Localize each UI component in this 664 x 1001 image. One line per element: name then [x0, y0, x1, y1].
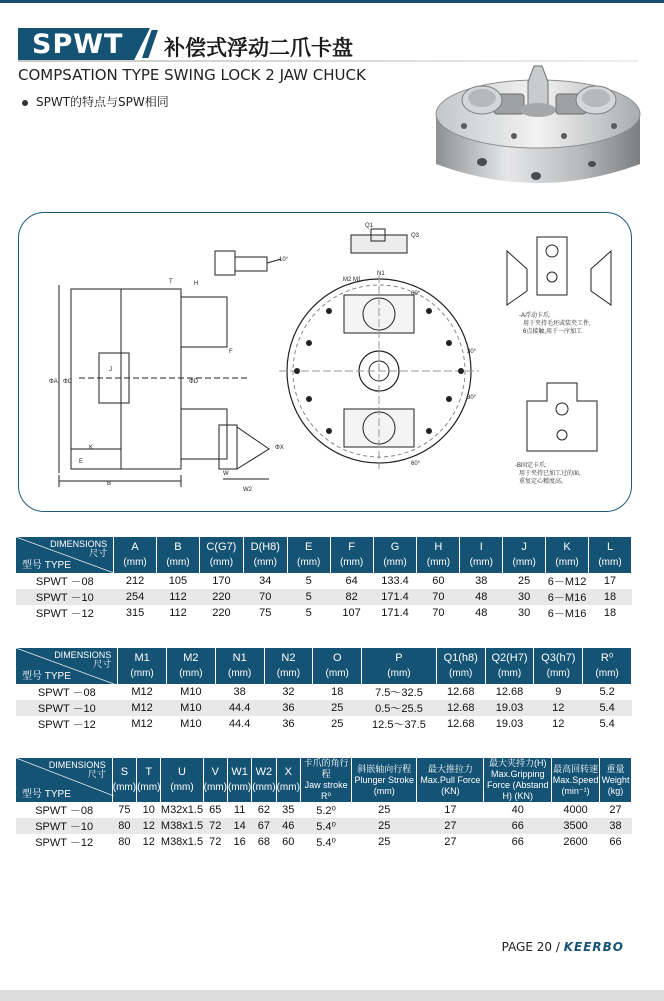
value-cell: 38: [233, 686, 246, 698]
column-unit: (mm): [166, 557, 190, 568]
brand-logo: KEERBO: [563, 940, 624, 954]
table1-col-header: [287, 537, 330, 573]
column-name: W1: [231, 766, 248, 778]
value-cell: 68: [257, 836, 271, 848]
value-cell: 12: [137, 818, 161, 834]
value-cell: 12.68: [436, 700, 485, 716]
svg-text:E: E: [79, 459, 84, 465]
table1-col-header: [373, 537, 417, 573]
value-cell: 0.5～25.5: [362, 700, 437, 716]
value-cell: 6－M12: [547, 576, 587, 588]
value-cell: 10: [142, 804, 155, 816]
svg-text:30°: 30°: [467, 349, 477, 355]
spec-table-1: [16, 537, 632, 621]
column-name: X: [284, 766, 292, 778]
value-cell: 5.2: [599, 686, 615, 698]
value-cell: 220: [199, 589, 243, 605]
table1-col-header: [114, 537, 157, 573]
svg-text:Q1: Q1: [365, 223, 374, 229]
column-name: L: [606, 541, 614, 553]
value-cell: 38: [475, 575, 488, 587]
value-cell: 6－M16: [546, 589, 589, 605]
column-name: V: [211, 766, 219, 778]
column-unit: (mm): [227, 668, 252, 679]
value-cell: 25: [331, 718, 344, 730]
model-cell: SPWT －08: [35, 805, 94, 817]
value-cell: 107: [342, 607, 361, 619]
column-name: 最高回转速: [553, 763, 599, 774]
value-cell: M10: [180, 686, 202, 698]
column-unit: Max.Speed (min⁻¹): [552, 774, 599, 796]
column-unit: (mm): [497, 668, 522, 679]
technical-drawing-panel: [18, 212, 632, 512]
column-unit: Weight (kg): [601, 774, 630, 796]
value-cell: 66: [609, 836, 622, 848]
table3-col-header: [300, 758, 351, 802]
table3-col-header: [137, 758, 161, 802]
chuck-photo: [424, 52, 652, 202]
model-cell: SPWT －08: [35, 576, 94, 588]
svg-text:K: K: [89, 445, 94, 451]
svg-text:ΦX: ΦX: [275, 445, 284, 451]
table1-col-header: [546, 537, 589, 573]
value-cell: M12: [131, 718, 153, 730]
value-cell: 6－M16: [547, 608, 587, 620]
table2-col-header: [534, 648, 583, 684]
value-cell: 5: [305, 575, 312, 587]
value-cell: 65: [209, 804, 222, 816]
table3-corner-header: DIMENSIONS 尺寸 型号 TYPE: [16, 758, 112, 802]
value-cell: 2600: [563, 836, 588, 848]
value-cell: 38: [600, 818, 632, 834]
value-cell: 27: [417, 818, 484, 834]
table3-col-header: [112, 758, 136, 802]
value-cell: 34: [259, 575, 272, 587]
bullet-icon: [22, 100, 28, 106]
value-cell: 12: [142, 836, 155, 848]
column-unit: (mm): [383, 557, 407, 568]
side-view-labels: [49, 279, 233, 487]
value-cell: 18: [331, 686, 344, 698]
value-cell: 17: [444, 804, 457, 816]
value-cell: 66: [511, 836, 524, 848]
table3-col-header: [252, 758, 276, 802]
column-name: I: [479, 541, 483, 553]
value-cell: 70: [432, 607, 445, 619]
value-cell: 220: [212, 607, 231, 619]
column-name: D(H8): [250, 541, 280, 553]
value-cell: 75: [259, 607, 272, 619]
value-cell: 315: [125, 607, 145, 619]
table2-col-header: [118, 648, 167, 684]
value-cell: 27: [609, 804, 622, 816]
column-name: F: [348, 541, 355, 553]
value-cell: 3500: [552, 818, 600, 834]
column-unit: (mm): [546, 668, 570, 679]
column-name: M2: [183, 652, 199, 664]
model-cell: SPWT －10: [16, 589, 114, 605]
value-cell: 48: [460, 589, 503, 605]
column-name: Q1(h8): [443, 652, 478, 664]
column-name: 卡爪的角行程: [303, 758, 349, 779]
table3-col-header: [352, 758, 417, 802]
column-name: P: [395, 652, 403, 664]
title-bar: [18, 28, 398, 60]
value-cell: 72: [203, 818, 227, 834]
technical-drawing: [19, 213, 632, 512]
column-unit: (mm): [339, 557, 364, 568]
column-name: N1: [232, 652, 247, 664]
value-cell: 70: [243, 589, 287, 605]
cone-detail: [219, 425, 284, 493]
top-rule: [0, 0, 664, 3]
column-name: B: [174, 541, 182, 553]
table1-col-header: [503, 537, 546, 573]
front-view: [279, 271, 479, 469]
svg-text:M2 M1: M2 M1: [343, 277, 362, 283]
table1-col-header: [330, 537, 373, 573]
table3-col-header: [552, 758, 600, 802]
column-unit: (mm): [276, 668, 301, 679]
table-row: [16, 818, 632, 834]
table2-col-header: [313, 648, 362, 684]
svg-text:H: H: [194, 281, 199, 287]
value-cell: M32x1.5: [160, 804, 204, 816]
table2-col-header: [362, 648, 437, 684]
column-unit: Max.Pull Force (KN): [420, 774, 481, 796]
svg-text:用于夹持已加工过的面,: 用于夹持已加工过的面,: [519, 471, 581, 477]
value-cell: 11: [233, 804, 246, 816]
feature-note: [22, 93, 169, 110]
column-name: J: [521, 541, 527, 553]
value-cell: 35: [282, 804, 295, 816]
value-cell: 5: [305, 607, 312, 619]
jaw-detail: [215, 251, 289, 275]
column-name: 重量: [606, 763, 625, 774]
slot-detail: [351, 223, 420, 253]
value-cell: 25: [518, 575, 531, 587]
value-cell: M10: [180, 718, 202, 730]
svg-text:用于夹持毛坯或装夹工件,: 用于夹持毛坯或装夹工件,: [523, 321, 591, 327]
value-cell: 171.4: [373, 589, 417, 605]
column-unit: (mm): [512, 557, 536, 568]
column-name: O: [332, 652, 342, 664]
column-unit: (mm): [449, 668, 473, 679]
floating-jaw-note: [519, 311, 591, 335]
spec-table-3: [16, 758, 632, 850]
value-cell: 12.68: [446, 686, 475, 698]
model-cell: SPWT －12: [37, 719, 96, 731]
value-cell: 44.4: [215, 700, 264, 716]
value-cell: 44.4: [228, 718, 251, 730]
model-cell: SPWT －10: [16, 700, 118, 716]
value-cell: 12.68: [446, 718, 475, 730]
value-cell: 30: [503, 589, 546, 605]
value-cell: 5.4⁰: [300, 818, 351, 834]
table2-col-header: [215, 648, 264, 684]
svg-text:N1: N1: [377, 271, 385, 277]
value-cell: 36: [264, 700, 313, 716]
value-cell: 18: [589, 589, 632, 605]
value-cell: 67: [252, 818, 276, 834]
table3-col-header: [600, 758, 632, 802]
value-cell: 46: [276, 818, 300, 834]
svg-text:60°: 60°: [411, 461, 421, 467]
bottom-band: [0, 990, 664, 1001]
value-cell: 66: [484, 818, 552, 834]
table1-col-header: [417, 537, 460, 573]
column-unit: (mm): [253, 557, 277, 568]
column-name: M1: [134, 652, 150, 664]
column-unit: (mm): [203, 782, 227, 793]
value-cell: 4000: [563, 804, 588, 816]
value-cell: 25: [378, 836, 391, 848]
column-unit: (mm): [387, 668, 411, 679]
column-unit: (mm): [170, 782, 194, 793]
column-name: E: [305, 541, 313, 553]
svg-text:W2: W2: [243, 487, 252, 493]
table3-col-header: [276, 758, 300, 802]
value-cell: 19.03: [495, 718, 524, 730]
value-cell: 30: [518, 607, 531, 619]
value-cell: 64: [345, 575, 358, 587]
column-unit: (mm): [227, 782, 252, 793]
svg-text:6点接触,用于一序加工: 6点接触,用于一序加工: [523, 329, 583, 335]
value-cell: 16: [233, 836, 246, 848]
value-cell: 19.03: [485, 700, 534, 716]
column-unit: Jaw stroke R⁰: [304, 780, 348, 801]
table-row: [16, 834, 632, 850]
column-unit: (mm): [555, 557, 579, 568]
value-cell: 14: [227, 818, 251, 834]
column-name: K: [563, 541, 571, 553]
svg-text:B: B: [107, 481, 112, 487]
fixed-jaw-detail: [527, 383, 597, 451]
column-unit: Plunger Stroke (mm): [354, 774, 415, 796]
column-name: 最大夹持力(H): [489, 758, 547, 768]
column-name: G: [390, 541, 400, 553]
column-name: Q3(h7): [541, 652, 576, 664]
svg-text:W: W: [223, 471, 229, 477]
column-unit: (mm): [598, 557, 622, 568]
model-cell: SPWT －08: [37, 687, 96, 699]
value-cell: 112: [169, 607, 187, 619]
table-row: [16, 605, 632, 621]
value-cell: M38x1.5: [160, 836, 204, 848]
column-name: N2: [281, 652, 296, 664]
value-cell: M12: [131, 686, 153, 698]
value-cell: 36: [282, 718, 295, 730]
value-cell: 40: [511, 804, 524, 816]
column-unit: (mm): [130, 668, 154, 679]
svg-text:F: F: [229, 349, 233, 355]
value-cell: 171.4: [381, 607, 409, 619]
column-name: W2: [255, 766, 273, 778]
column-unit: (mm): [123, 557, 147, 568]
table1-col-header: [199, 537, 243, 573]
svg-text:Q3: Q3: [411, 233, 420, 239]
value-cell: 9: [555, 686, 562, 698]
value-cell: M12: [118, 700, 167, 716]
floating-jaw-detail: [507, 237, 611, 305]
column-unit: (mm): [297, 557, 321, 568]
value-cell: 12: [552, 718, 565, 730]
table1-corner-header: DIMENSIONS 尺寸 型号 TYPE: [16, 537, 114, 573]
table2-col-header: [485, 648, 534, 684]
value-cell: 25: [313, 700, 362, 716]
table2-corner-header: DIMENSIONS 尺寸 型号 TYPE: [16, 648, 118, 684]
fixed-jaw-note: [515, 461, 581, 485]
value-cell: 70: [417, 589, 460, 605]
spec-table-2: [16, 648, 632, 732]
model-cell: SPWT －12: [35, 608, 94, 620]
svg-text:30°: 30°: [467, 395, 477, 401]
value-cell: 212: [125, 575, 145, 587]
table3-col-header: [203, 758, 227, 802]
column-name: Q2(H7): [491, 652, 528, 664]
column-unit: (mm): [276, 782, 300, 793]
column-name: A: [131, 541, 139, 553]
svg-text:10°: 10°: [279, 257, 289, 263]
value-cell: 48: [475, 607, 488, 619]
page-footer: [502, 940, 624, 954]
table3-col-header: [484, 758, 552, 802]
svg-text:重复定心精度高。: 重复定心精度高。: [519, 479, 568, 485]
table2-col-header: [436, 648, 485, 684]
value-cell: 12.68: [495, 686, 524, 698]
column-name: U: [178, 766, 186, 778]
column-name: 最大推拉力: [427, 763, 473, 774]
column-name: 斜嵌轴向行程: [357, 763, 412, 774]
svg-text:ΦD: ΦD: [189, 379, 199, 385]
value-cell: M38x1.5: [160, 820, 204, 832]
column-unit: (mm): [112, 782, 137, 793]
table-row: [16, 802, 632, 818]
value-cell: 80: [112, 818, 136, 834]
svg-text:-B固定卡爪:: -B固定卡爪:: [515, 463, 547, 469]
table1-col-header: [243, 537, 287, 573]
value-cell: 7.5～32.5: [375, 687, 423, 699]
table-row: [16, 716, 632, 732]
feature-text: SPWT的特点与SPW相同: [36, 95, 169, 109]
table3-col-header: [161, 758, 203, 802]
value-cell: 5.4: [583, 700, 632, 716]
value-cell: 5.4⁰: [316, 836, 336, 849]
column-unit: (mm): [209, 557, 234, 568]
table-row: [16, 700, 632, 716]
title-chinese: 补偿式浮动二爪卡盘: [164, 36, 353, 60]
value-cell: 60: [432, 575, 445, 587]
column-unit: (mm): [325, 668, 349, 679]
table2-col-header: [583, 648, 632, 684]
value-cell: 112: [157, 589, 200, 605]
column-unit: (mm): [179, 668, 203, 679]
column-unit: (mm): [469, 557, 493, 568]
table3-col-header: [227, 758, 251, 802]
value-cell: 5.4: [599, 718, 615, 730]
table2-col-header: [166, 648, 215, 684]
value-cell: 62: [257, 804, 271, 816]
column-unit: Max.Gripping Force (Abstand H) (KN): [487, 769, 549, 801]
table1-col-header: [460, 537, 503, 573]
value-cell: 12: [534, 700, 583, 716]
page-number: PAGE 20 /: [501, 940, 560, 954]
column-name: T: [145, 766, 153, 778]
value-cell: 60: [282, 836, 295, 848]
value-cell: 133.4: [381, 575, 409, 587]
value-cell: 25: [378, 804, 391, 816]
value-cell: 170: [212, 575, 231, 587]
table-row: [16, 589, 632, 605]
table-row: [16, 573, 632, 589]
table2-col-header: [264, 648, 313, 684]
column-unit: (mm): [137, 782, 161, 793]
value-cell: 82: [330, 589, 373, 605]
value-cell: 27: [444, 836, 457, 848]
value-cell: 17: [603, 575, 617, 587]
table-row: [16, 684, 632, 700]
value-cell: M10: [166, 700, 215, 716]
model-code: SPWT: [32, 29, 124, 60]
value-cell: 12.5～37.5: [372, 719, 426, 731]
value-cell: 32: [282, 686, 295, 698]
value-cell: 254: [114, 589, 157, 605]
column-name: R⁰: [600, 652, 614, 664]
table1-col-header: [157, 537, 200, 573]
svg-text:ΦC: ΦC: [63, 379, 73, 385]
column-unit: (mm): [252, 782, 276, 793]
value-cell: 80: [118, 836, 131, 848]
table3-col-header: [417, 758, 484, 802]
subtitle-english: COMPSATION TYPE SWING LOCK 2 JAW CHUCK: [18, 66, 366, 84]
column-unit: (mm): [426, 557, 451, 568]
value-cell: 18: [603, 607, 617, 619]
svg-text:ΦA: ΦA: [49, 379, 58, 385]
value-cell: 105: [168, 575, 188, 587]
model-cell: SPWT －12: [35, 837, 94, 849]
column-name: S: [120, 766, 129, 778]
model-cell: SPWT －10: [16, 818, 112, 834]
svg-text:60°: 60°: [411, 291, 421, 297]
value-cell: 25: [352, 818, 417, 834]
side-section-view: [59, 285, 249, 487]
value-cell: 5.2⁰: [316, 804, 336, 817]
svg-text:T: T: [169, 279, 173, 285]
svg-text:-A浮动卡爪:: -A浮动卡爪:: [519, 313, 551, 319]
value-cell: 75: [118, 804, 131, 816]
svg-text:J: J: [109, 367, 112, 373]
value-cell: 72: [209, 836, 222, 848]
value-cell: 5: [287, 589, 330, 605]
column-name: H: [434, 541, 443, 553]
table1-col-header: [589, 537, 632, 573]
column-unit: (mm): [595, 668, 619, 679]
column-name: C(G7): [206, 541, 237, 553]
